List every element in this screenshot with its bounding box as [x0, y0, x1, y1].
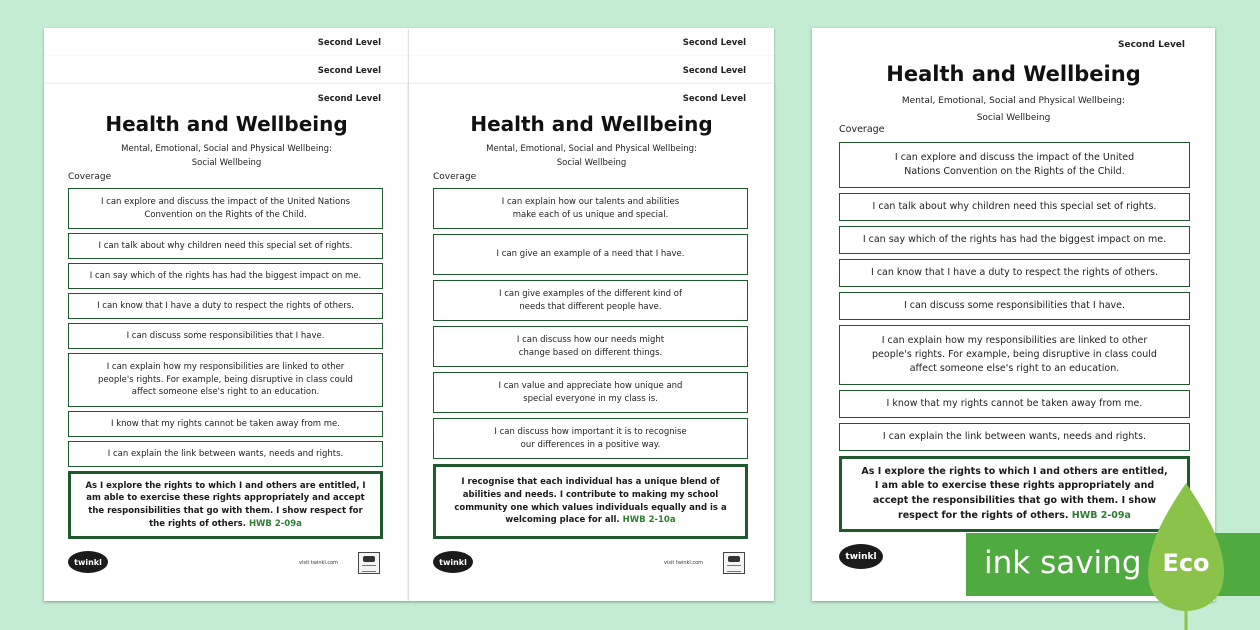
statement-box: I can discuss how our needs might change based on different things.: [433, 326, 748, 367]
statement-box: I know that my rights cannot be taken away from me.: [839, 390, 1190, 418]
level-label: Second Level: [682, 66, 746, 76]
coverage-label: Coverage: [839, 124, 885, 135]
visit-link: visit twinkl.com: [664, 560, 704, 566]
statement-box: I know that my rights cannot be taken away from me.: [68, 411, 383, 437]
level-label: Second Level: [682, 94, 746, 104]
subtitle-line-2: Social Wellbeing: [191, 158, 262, 169]
level-label: Second Level: [317, 66, 381, 76]
page-subtitle: [44, 142, 409, 170]
level-label: Second Level: [317, 38, 381, 48]
statement-box: I can talk about why children need this special set of rights.: [839, 193, 1190, 221]
subtitle-line-2: Social Wellbeing: [976, 113, 1051, 124]
statement-box: I can give an example of a need that I have.: [433, 234, 748, 275]
twinkl-logo: twinkl: [433, 551, 473, 573]
level-label: Second Level: [1118, 40, 1185, 50]
statement-box: I can talk about why children need this special set of rights.: [68, 233, 383, 259]
outcome-code: HWB 2-09a: [1071, 509, 1131, 521]
outcome-text: As I explore the rights to which I and others are entitled, I am able to exercise these rights appropriately and accept the responsibilities that go with them. I show respect for the rights of others. HWB 2-09a: [85, 480, 366, 529]
page-title: Health and Wellbeing: [886, 62, 1141, 86]
statement-box: I can explore and discuss the impact of the United Nations Convention on the Rights of the Child.: [68, 188, 383, 229]
outcome-text: As I explore the rights to which I and others are entitled, I am able to exercise these rights appropriately and accept the responsibilities that go with them. I show respect for the rights of others. HWB 2-09a: [861, 465, 1168, 521]
stacked-page-back-2: [409, 56, 774, 85]
statement-box: I can discuss some responsibilities that I have.: [839, 292, 1190, 320]
outcome-code: HWB 2-09a: [248, 518, 302, 529]
page-title: Health and Wellbeing: [105, 112, 348, 136]
outcome-box: [68, 471, 383, 539]
statement-box: I can discuss some responsibilities that I have.: [68, 323, 383, 349]
eco-leaf-icon: [1148, 483, 1224, 630]
outcome-code: HWB 2-10a: [622, 515, 676, 526]
subtitle-line-1: Mental, Emotional, Social and Physical Wellbeing:: [486, 144, 697, 154]
statement-box: I can say which of the rights has had the biggest impact on me.: [839, 226, 1190, 254]
worksheet-1: [44, 84, 409, 601]
eco-badge-label: Eco: [1162, 549, 1210, 577]
coverage-label: Coverage: [433, 172, 477, 182]
stacked-page-back-1: [44, 28, 409, 57]
subtitle-line-2: Social Wellbeing: [556, 158, 627, 169]
stacked-page-back-1: [409, 28, 774, 57]
statement-box: I can explain the link between wants, needs and rights.: [68, 441, 383, 467]
statement-box: I can explain how our talents and abilities make each of us unique and special.: [433, 188, 748, 229]
stacked-page-back-2: [44, 56, 409, 85]
outcome-box: [433, 464, 748, 539]
statement-box: I can value and appreciate how unique and special everyone in my class is.: [433, 372, 748, 413]
outcome-text: I recognise that each individual has a unique blend of abilities and needs. I contribute to making my school community one which values individuals equally and is a welcoming place for all. HWB 2-10a: [454, 477, 727, 526]
ink-saving-label: ink saving: [984, 545, 1142, 581]
level-label: Second Level: [317, 94, 381, 104]
statement-box: I can explain the link between wants, needs and rights.: [839, 423, 1190, 451]
twinkl-logo: twinkl: [839, 544, 883, 569]
statement-box: I can know that I have a duty to respect the rights of others.: [839, 259, 1190, 287]
quality-badge-icon: [723, 552, 745, 574]
statement-box: I can know that I have a duty to respect the rights of others.: [68, 293, 383, 319]
visit-link: visit twinkl.com: [299, 560, 339, 566]
statement-box: I can say which of the rights has had the biggest impact on me.: [68, 263, 383, 289]
statement-box: I can explain how my responsibilities are linked to other people's rights. For example, being disruptive in class could affect someone else's right to an education.: [839, 325, 1190, 385]
subtitle-line-1: Mental, Emotional, Social and Physical Wellbeing:: [121, 144, 332, 154]
statement-box: I can explore and discuss the impact of the United Nations Convention on the Rights of the Child.: [839, 142, 1190, 188]
statement-box: I can give examples of the different kind of needs that different people have.: [433, 280, 748, 321]
page-subtitle: [812, 93, 1215, 127]
level-label: Second Level: [682, 38, 746, 48]
statement-box: I can explain how my responsibilities are linked to other people's rights. For example, being disruptive in class could affect someone else's right to an education.: [68, 353, 383, 407]
twinkl-logo: twinkl: [68, 551, 108, 573]
page-title: Health and Wellbeing: [470, 112, 713, 136]
outcome-box: [839, 456, 1190, 532]
worksheet-2: [409, 84, 774, 601]
statement-box: I can discuss how important it is to recognise our differences in a positive way.: [433, 418, 748, 459]
quality-badge-icon: [358, 552, 380, 574]
coverage-label: Coverage: [68, 172, 112, 182]
page-subtitle: [409, 142, 774, 170]
subtitle-line-1: Mental, Emotional, Social and Physical Wellbeing:: [901, 96, 1126, 106]
